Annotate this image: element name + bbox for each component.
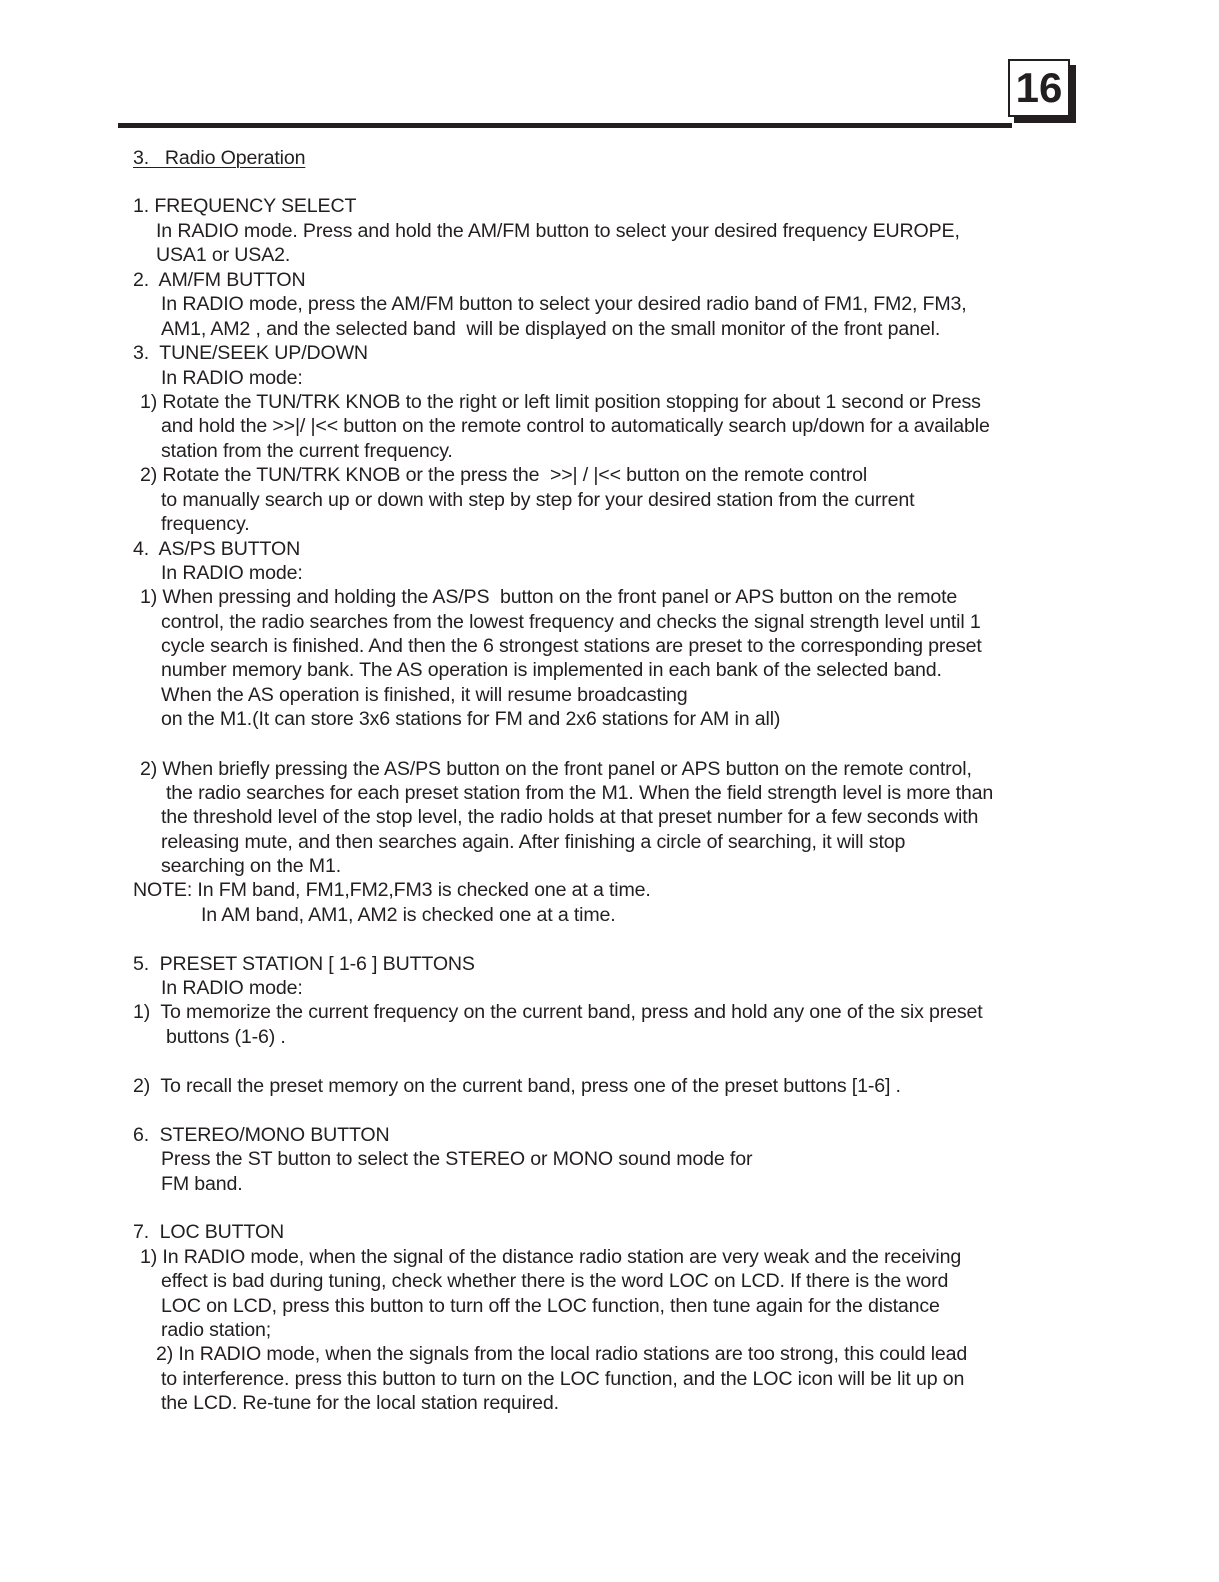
frequency-select-heading: 1. FREQUENCY SELECT	[133, 195, 357, 217]
am-fm-text: AM1, AM2 , and the selected band will be displayed on the small monitor of the front panel.	[161, 318, 941, 340]
tune-seek-paragraph-1: station from the current frequency.	[161, 440, 453, 462]
as-ps-paragraph-1: 1) When pressing and holding the AS/PS button on the front panel or APS button on the remote	[140, 586, 958, 608]
as-ps-paragraph-1: on the M1.(It can store 3x6 stations for FM and 2x6 stations for AM in all)	[161, 708, 781, 730]
as-ps-paragraph-2: the radio searches for each preset station from the M1. When the field strength level is more than	[166, 782, 994, 804]
as-ps-intro: In RADIO mode:	[161, 562, 303, 584]
loc-paragraph-2: 2) In RADIO mode, when the signals from the local radio stations are too strong, this could lead	[156, 1343, 968, 1365]
loc-paragraph-1: effect is bad during tuning, check whether there is the word LOC on LCD. If there is the word	[161, 1270, 949, 1292]
tune-seek-paragraph-2: to manually search up or down with step by step for your desired station from the current	[161, 489, 915, 511]
tune-seek-paragraph-2: frequency.	[161, 513, 250, 535]
tune-seek-paragraph-1: 1) Rotate the TUN/TRK KNOB to the right or left limit position stopping for about 1 second or Press	[140, 391, 981, 413]
loc-paragraph-1: radio station;	[161, 1319, 272, 1341]
preset-station-heading: 5. PRESET STATION [ 1-6 ] BUTTONS	[133, 953, 475, 975]
as-ps-paragraph-1: cycle search is finished. And then the 6 strongest stations are preset to the corresponding preset	[161, 635, 982, 657]
am-fm-heading: 2. AM/FM BUTTON	[133, 269, 306, 291]
preset-station-intro: In RADIO mode:	[161, 977, 303, 999]
as-ps-paragraph-2: 2) When briefly pressing the AS/PS button on the front panel or APS button on the remote control,	[140, 758, 972, 780]
note: In AM band, AM1, AM2 is checked one at a time.	[201, 904, 616, 926]
as-ps-paragraph-1: control, the radio searches from the lowest frequency and checks the signal strength level until 1	[161, 611, 981, 633]
preset-station-paragraph-2: 2) To recall the preset memory on the current band, press one of the preset buttons [1-6] .	[133, 1075, 901, 1097]
as-ps-paragraph-1: When the AS operation is finished, it will resume broadcasting	[161, 684, 688, 706]
am-fm-text: In RADIO mode, press the AM/FM button to select your desired radio band of FM1, FM2, FM3,	[161, 293, 967, 315]
tune-seek-paragraph-1: and hold the >>|/ |<< button on the remote control to automatically search up/down for a available	[161, 415, 990, 437]
as-ps-heading: 4. AS/PS BUTTON	[133, 538, 301, 560]
frequency-select-text: USA1 or USA2.	[156, 244, 291, 266]
tune-seek-intro: In RADIO mode:	[161, 367, 303, 389]
loc-paragraph-2: the LCD. Re-tune for the local station required.	[161, 1392, 559, 1414]
loc-paragraph-1: 1) In RADIO mode, when the signal of the distance radio station are very weak and the receiving	[140, 1246, 962, 1268]
header-rule	[118, 123, 1012, 128]
stereo-mono-heading: 6. STEREO/MONO BUTTON	[133, 1124, 390, 1146]
note: NOTE: In FM band, FM1,FM2,FM3 is checked one at a time.	[133, 879, 651, 901]
loc-heading: 7. LOC BUTTON	[133, 1221, 285, 1243]
as-ps-paragraph-2: the threshold level of the stop level, the radio holds at that preset number for a few seconds with	[161, 806, 979, 828]
preset-station-paragraph-1: 1) To memorize the current frequency on the current band, press and hold any one of the six preset	[133, 1001, 983, 1023]
tune-seek-heading: 3. TUNE/SEEK UP/DOWN	[133, 342, 368, 364]
preset-station-paragraph-1: buttons (1-6) .	[166, 1026, 286, 1048]
stereo-mono-text: FM band.	[161, 1173, 243, 1195]
loc-paragraph-2: to interference. press this button to turn on the LOC function, and the LOC icon will be lit up on	[161, 1368, 965, 1390]
as-ps-paragraph-1: number memory bank. The AS operation is implemented in each bank of the selected band.	[161, 659, 942, 681]
page-number: 16	[1008, 59, 1070, 117]
tune-seek-paragraph-2: 2) Rotate the TUN/TRK KNOB or the press the >>| / |<< button on the remote control	[140, 464, 868, 486]
as-ps-paragraph-2: searching on the M1.	[161, 855, 341, 877]
section-title: 3. Radio Operation	[133, 147, 306, 169]
as-ps-paragraph-2: releasing mute, and then searches again. After finishing a circle of searching, it will stop	[161, 831, 906, 853]
stereo-mono-text: Press the ST button to select the STEREO or MONO sound mode for	[161, 1148, 753, 1170]
loc-paragraph-1: LOC on LCD, press this button to turn off the LOC function, then tune again for the distance	[161, 1295, 940, 1317]
frequency-select-text: In RADIO mode. Press and hold the AM/FM button to select your desired frequency EUROPE,	[156, 220, 960, 242]
